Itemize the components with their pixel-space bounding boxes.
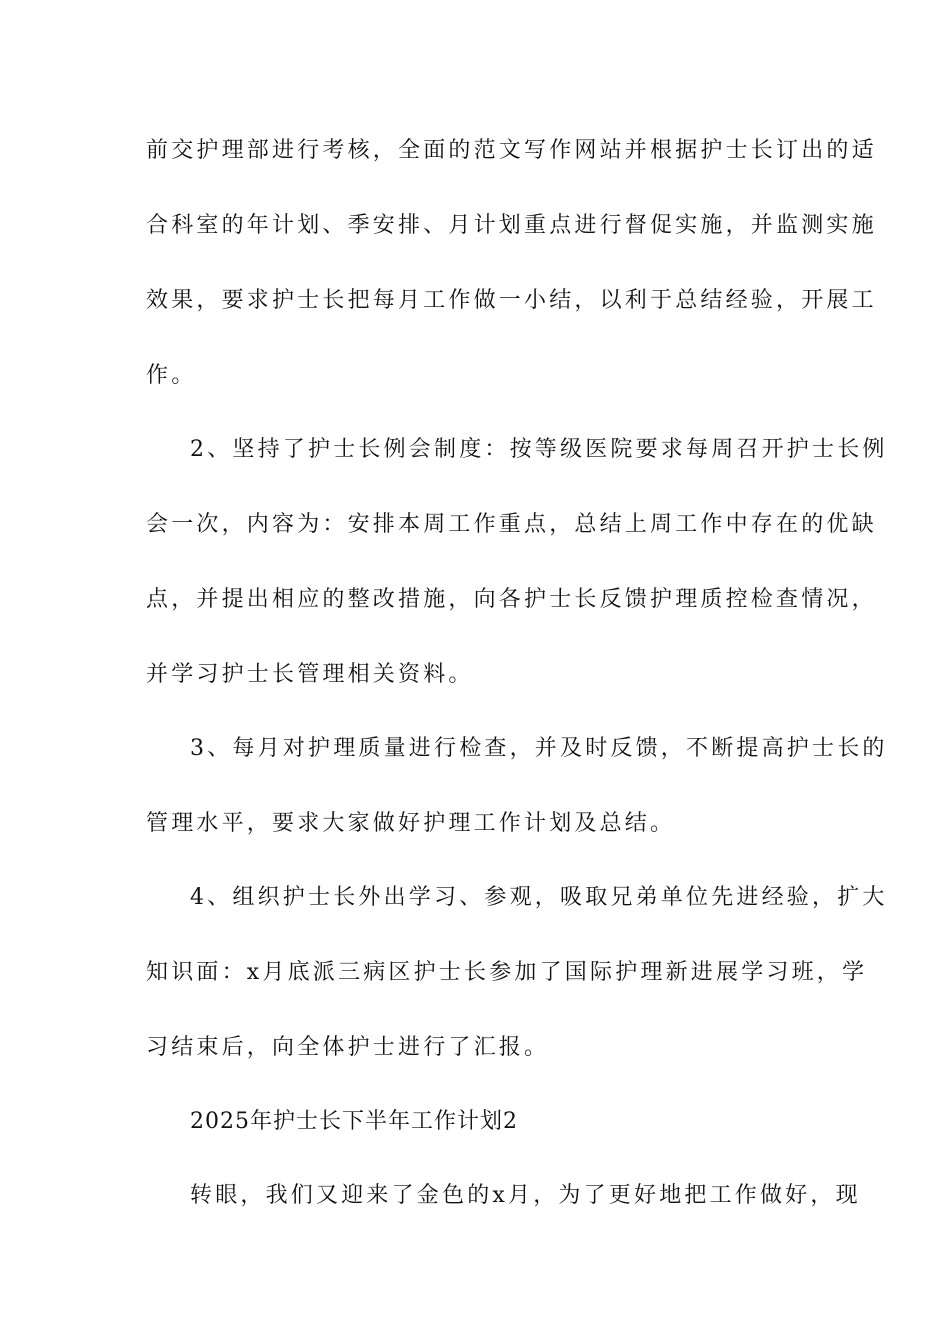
paragraph-line: 2、坚持了护士长例会制度：按等级医院要求每周召开护士长例 (190, 437, 888, 462)
paragraph-line: 效果，要求护士长把每月工作做一小结，以利于总结经验，开展工 (146, 288, 877, 313)
paragraph-line: 管理水平，要求大家做好护理工作计划及总结。 (146, 811, 676, 836)
paragraph-line: 3、每月对护理质量进行检查，并及时反馈，不断提高护士长的 (190, 736, 888, 761)
paragraph-line: 并学习护士长管理相关资料。 (146, 662, 474, 687)
paragraph-line: 作。 (146, 363, 197, 388)
section-heading: 2025年护士长下半年工作计划2 (190, 1109, 518, 1134)
paragraph-line: 会一次，内容为：安排本周工作重点，总结上周工作中存在的优缺 (146, 512, 877, 537)
paragraph-line: 习结束后，向全体护士进行了汇报。 (146, 1035, 550, 1060)
paragraph-line: 点，并提出相应的整改措施，向各护士长反馈护理质控检查情况， (146, 587, 877, 612)
paragraph-line: 转眼，我们又迎来了金色的x月，为了更好地把工作做好，现 (190, 1183, 861, 1208)
paragraph-line: 合科室的年计划、季安排、月计划重点进行督促实施，并监测实施 (146, 213, 877, 238)
paragraph-line: 4、组织护士长外出学习、参观，吸取兄弟单位先进经验，扩大 (190, 885, 888, 910)
paragraph-line: 知识面：x月底派三病区护士长参加了国际护理新进展学习班，学 (146, 960, 868, 985)
paragraph-line: 前交护理部进行考核，全面的范文写作网站并根据护士长订出的适 (146, 138, 877, 163)
